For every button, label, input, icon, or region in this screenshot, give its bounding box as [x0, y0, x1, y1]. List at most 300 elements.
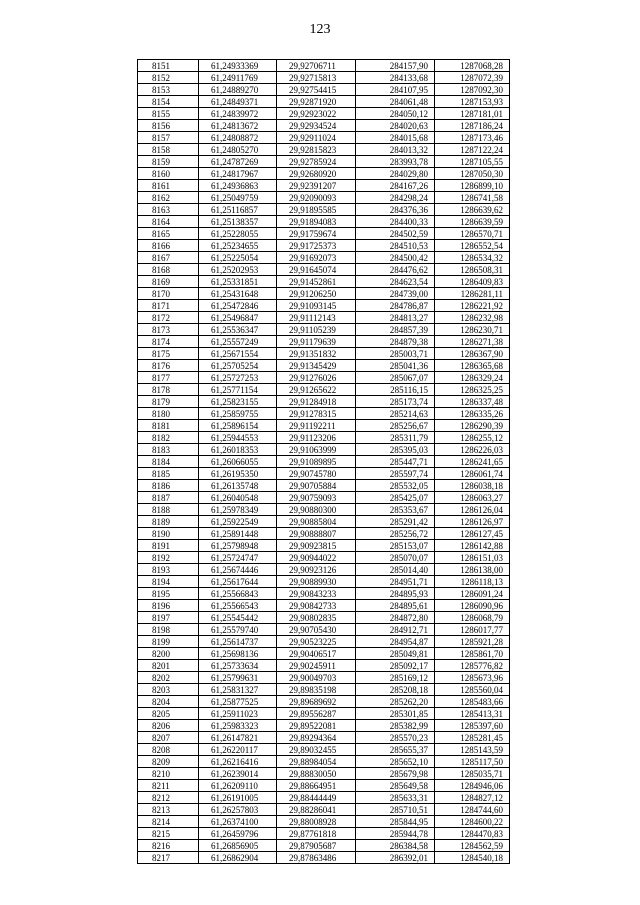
table-row [138, 480, 510, 492]
cell-id: 8152 [138, 72, 199, 84]
table-row [138, 756, 510, 768]
cell-x: 284061,48 [356, 96, 435, 108]
cell-longitude: 29,91278315 [277, 408, 356, 420]
coordinates-table [137, 59, 510, 864]
cell-x: 285208,18 [356, 684, 435, 696]
cell-latitude: 61,25049759 [199, 192, 277, 204]
cell-x: 285395,03 [356, 444, 435, 456]
cell-x: 284912,71 [356, 624, 435, 636]
table-row [138, 552, 510, 564]
cell-y: 1286899,10 [435, 180, 510, 192]
table-row [138, 60, 510, 72]
cell-longitude: 29,91089895 [277, 456, 356, 468]
cell-longitude: 29,88008928 [277, 816, 356, 828]
cell-longitude: 29,90802835 [277, 612, 356, 624]
cell-latitude: 61,25228055 [199, 228, 277, 240]
cell-x: 284400,33 [356, 216, 435, 228]
cell-longitude: 29,90705430 [277, 624, 356, 636]
cell-longitude: 29,87863486 [277, 852, 356, 864]
cell-id: 8158 [138, 144, 199, 156]
cell-id: 8162 [138, 192, 199, 204]
table-row [138, 744, 510, 756]
cell-longitude: 29,92715813 [277, 72, 356, 84]
table-row [138, 564, 510, 576]
cell-latitude: 61,25978349 [199, 504, 277, 516]
cell-x: 285382,99 [356, 720, 435, 732]
cell-longitude: 29,92090093 [277, 192, 356, 204]
cell-latitude: 61,25617644 [199, 576, 277, 588]
table-row [138, 372, 510, 384]
table-row [138, 348, 510, 360]
cell-latitude: 61,26191005 [199, 792, 277, 804]
table-body [138, 60, 510, 864]
cell-latitude: 61,25911023 [199, 708, 277, 720]
cell-latitude: 61,24889270 [199, 84, 277, 96]
cell-id: 8166 [138, 240, 199, 252]
cell-x: 285597,74 [356, 468, 435, 480]
cell-id: 8215 [138, 828, 199, 840]
cell-latitude: 61,25727253 [199, 372, 277, 384]
table-row [138, 72, 510, 84]
cell-y: 1286230,71 [435, 324, 510, 336]
cell-id: 8168 [138, 264, 199, 276]
cell-longitude: 29,91759674 [277, 228, 356, 240]
table-row [138, 540, 510, 552]
cell-x: 285633,31 [356, 792, 435, 804]
cell-id: 8192 [138, 552, 199, 564]
cell-longitude: 29,91351832 [277, 348, 356, 360]
table-row [138, 420, 510, 432]
cell-latitude: 61,26216416 [199, 756, 277, 768]
cell-id: 8160 [138, 168, 199, 180]
cell-x: 284376,36 [356, 204, 435, 216]
cell-latitude: 61,24813672 [199, 120, 277, 132]
table-row [138, 276, 510, 288]
cell-id: 8207 [138, 732, 199, 744]
cell-y: 1286534,32 [435, 252, 510, 264]
cell-latitude: 61,26862904 [199, 852, 277, 864]
table-row [138, 468, 510, 480]
cell-id: 8212 [138, 792, 199, 804]
cell-y: 1286118,13 [435, 576, 510, 588]
cell-longitude: 29,90245911 [277, 660, 356, 672]
cell-id: 8181 [138, 420, 199, 432]
cell-longitude: 29,90705884 [277, 480, 356, 492]
cell-x: 284500,42 [356, 252, 435, 264]
table-row [138, 408, 510, 420]
cell-x: 285844,95 [356, 816, 435, 828]
table-row [138, 852, 510, 864]
cell-id: 8186 [138, 480, 199, 492]
cell-y: 1285776,82 [435, 660, 510, 672]
cell-id: 8194 [138, 576, 199, 588]
cell-x: 284857,39 [356, 324, 435, 336]
cell-y: 1286325,25 [435, 384, 510, 396]
cell-x: 285353,67 [356, 504, 435, 516]
cell-x: 285014,40 [356, 564, 435, 576]
cell-y: 1286221,92 [435, 300, 510, 312]
cell-latitude: 61,25891448 [199, 528, 277, 540]
cell-x: 286392,01 [356, 852, 435, 864]
cell-latitude: 61,26239014 [199, 768, 277, 780]
cell-id: 8159 [138, 156, 199, 168]
cell-y: 1285673,96 [435, 672, 510, 684]
cell-longitude: 29,91179639 [277, 336, 356, 348]
cell-id: 8163 [138, 204, 199, 216]
cell-longitude: 29,90888807 [277, 528, 356, 540]
cell-id: 8175 [138, 348, 199, 360]
cell-longitude: 29,90944022 [277, 552, 356, 564]
cell-x: 285173,74 [356, 396, 435, 408]
cell-latitude: 61,25566843 [199, 588, 277, 600]
cell-id: 8172 [138, 312, 199, 324]
cell-id: 8169 [138, 276, 199, 288]
table-row [138, 312, 510, 324]
cell-longitude: 29,91192211 [277, 420, 356, 432]
cell-y: 1287122,24 [435, 144, 510, 156]
cell-latitude: 61,25557249 [199, 336, 277, 348]
cell-y: 1287092,30 [435, 84, 510, 96]
cell-x: 284015,68 [356, 132, 435, 144]
cell-latitude: 61,25944553 [199, 432, 277, 444]
cell-longitude: 29,92785924 [277, 156, 356, 168]
cell-id: 8167 [138, 252, 199, 264]
table-row [138, 528, 510, 540]
cell-x: 283993,78 [356, 156, 435, 168]
cell-x: 285425,07 [356, 492, 435, 504]
cell-latitude: 61,25431648 [199, 288, 277, 300]
cell-longitude: 29,90889930 [277, 576, 356, 588]
cell-y: 1287105,55 [435, 156, 510, 168]
cell-y: 1286038,18 [435, 480, 510, 492]
cell-y: 1285035,71 [435, 768, 510, 780]
cell-id: 8183 [138, 444, 199, 456]
cell-latitude: 61,25614737 [199, 636, 277, 648]
cell-longitude: 29,92911024 [277, 132, 356, 144]
table-row [138, 624, 510, 636]
cell-id: 8153 [138, 84, 199, 96]
cell-latitude: 61,26459796 [199, 828, 277, 840]
cell-latitude: 61,25705254 [199, 360, 277, 372]
cell-y: 1286090,96 [435, 600, 510, 612]
cell-y: 1286061,74 [435, 468, 510, 480]
cell-latitude: 61,24808872 [199, 132, 277, 144]
cell-latitude: 61,25831327 [199, 684, 277, 696]
table-row [138, 660, 510, 672]
cell-x: 284813,27 [356, 312, 435, 324]
table-row [138, 324, 510, 336]
cell-latitude: 61,25877525 [199, 696, 277, 708]
cell-x: 284502,59 [356, 228, 435, 240]
cell-id: 8188 [138, 504, 199, 516]
cell-latitude: 61,25234655 [199, 240, 277, 252]
cell-id: 8216 [138, 840, 199, 852]
cell-id: 8200 [138, 648, 199, 660]
table-row [138, 144, 510, 156]
cell-longitude: 29,91345429 [277, 360, 356, 372]
table-row [138, 216, 510, 228]
table-row [138, 444, 510, 456]
cell-latitude: 61,25859755 [199, 408, 277, 420]
cell-y: 1285397,60 [435, 720, 510, 732]
cell-x: 284879,38 [356, 336, 435, 348]
cell-id: 8208 [138, 744, 199, 756]
cell-id: 8205 [138, 708, 199, 720]
cell-latitude: 61,25138357 [199, 216, 277, 228]
table-row [138, 432, 510, 444]
cell-y: 1286226,03 [435, 444, 510, 456]
cell-id: 8206 [138, 720, 199, 732]
cell-y: 1286241,65 [435, 456, 510, 468]
cell-x: 284107,95 [356, 84, 435, 96]
cell-id: 8190 [138, 528, 199, 540]
table-row [138, 708, 510, 720]
table-row [138, 780, 510, 792]
cell-x: 285301,85 [356, 708, 435, 720]
table-row [138, 672, 510, 684]
cell-latitude: 61,26018353 [199, 444, 277, 456]
cell-y: 1285281,45 [435, 732, 510, 744]
cell-longitude: 29,91895585 [277, 204, 356, 216]
table-row [138, 504, 510, 516]
table-row [138, 84, 510, 96]
table-row [138, 204, 510, 216]
cell-longitude: 29,91276026 [277, 372, 356, 384]
cell-latitude: 61,25922549 [199, 516, 277, 528]
cell-longitude: 29,89522081 [277, 720, 356, 732]
cell-x: 284013,32 [356, 144, 435, 156]
cell-longitude: 29,91284918 [277, 396, 356, 408]
cell-x: 285153,07 [356, 540, 435, 552]
cell-id: 8170 [138, 288, 199, 300]
table-row [138, 168, 510, 180]
cell-id: 8171 [138, 300, 199, 312]
cell-x: 284133,68 [356, 72, 435, 84]
cell-latitude: 61,25983323 [199, 720, 277, 732]
cell-longitude: 29,91452861 [277, 276, 356, 288]
cell-y: 1286741,58 [435, 192, 510, 204]
cell-latitude: 61,26040548 [199, 492, 277, 504]
cell-x: 285067,07 [356, 372, 435, 384]
cell-y: 1286126,97 [435, 516, 510, 528]
cell-y: 1286335,26 [435, 408, 510, 420]
cell-latitude: 61,25733634 [199, 660, 277, 672]
cell-x: 284167,26 [356, 180, 435, 192]
table-row [138, 192, 510, 204]
table-row [138, 840, 510, 852]
cell-x: 284786,87 [356, 300, 435, 312]
cell-latitude: 61,25116857 [199, 204, 277, 216]
cell-latitude: 61,26257803 [199, 804, 277, 816]
cell-longitude: 29,92391207 [277, 180, 356, 192]
table-row [138, 516, 510, 528]
cell-y: 1286552,54 [435, 240, 510, 252]
cell-latitude: 61,24911769 [199, 72, 277, 84]
cell-x: 285041,36 [356, 360, 435, 372]
cell-id: 8185 [138, 468, 199, 480]
cell-y: 1286255,12 [435, 432, 510, 444]
cell-id: 8176 [138, 360, 199, 372]
table-row [138, 612, 510, 624]
cell-y: 1286639,62 [435, 204, 510, 216]
cell-x: 284895,61 [356, 600, 435, 612]
cell-longitude: 29,88444449 [277, 792, 356, 804]
cell-x: 285003,71 [356, 348, 435, 360]
cell-y: 1286337,48 [435, 396, 510, 408]
cell-id: 8210 [138, 768, 199, 780]
cell-y: 1286290,39 [435, 420, 510, 432]
cell-id: 8180 [138, 408, 199, 420]
cell-x: 285311,79 [356, 432, 435, 444]
cell-y: 1284540,18 [435, 852, 510, 864]
cell-y: 1287153,93 [435, 96, 510, 108]
cell-id: 8204 [138, 696, 199, 708]
cell-x: 285049,81 [356, 648, 435, 660]
cell-longitude: 29,90759093 [277, 492, 356, 504]
cell-y: 1286063,27 [435, 492, 510, 504]
cell-x: 284623,54 [356, 276, 435, 288]
cell-longitude: 29,89294364 [277, 732, 356, 744]
cell-id: 8193 [138, 564, 199, 576]
table-row [138, 492, 510, 504]
cell-id: 8157 [138, 132, 199, 144]
cell-x: 285710,51 [356, 804, 435, 816]
cell-longitude: 29,91063999 [277, 444, 356, 456]
cell-longitude: 29,90842733 [277, 600, 356, 612]
cell-longitude: 29,91112143 [277, 312, 356, 324]
cell-longitude: 29,90923815 [277, 540, 356, 552]
cell-latitude: 61,25698136 [199, 648, 277, 660]
cell-x: 285652,10 [356, 756, 435, 768]
cell-id: 8217 [138, 852, 199, 864]
cell-y: 1284562,59 [435, 840, 510, 852]
cell-y: 1284600,22 [435, 816, 510, 828]
cell-longitude: 29,90049703 [277, 672, 356, 684]
cell-id: 8209 [138, 756, 199, 768]
cell-x: 284029,80 [356, 168, 435, 180]
cell-y: 1285483,66 [435, 696, 510, 708]
cell-x: 284476,62 [356, 264, 435, 276]
cell-longitude: 29,91265622 [277, 384, 356, 396]
cell-latitude: 61,25771154 [199, 384, 277, 396]
cell-y: 1286271,38 [435, 336, 510, 348]
cell-latitude: 61,25579740 [199, 624, 277, 636]
cell-y: 1286127,45 [435, 528, 510, 540]
cell-longitude: 29,89835198 [277, 684, 356, 696]
cell-latitude: 61,26209110 [199, 780, 277, 792]
cell-x: 284951,71 [356, 576, 435, 588]
cell-id: 8182 [138, 432, 199, 444]
cell-id: 8187 [138, 492, 199, 504]
cell-x: 285291,42 [356, 516, 435, 528]
cell-x: 284954,87 [356, 636, 435, 648]
cell-x: 284050,12 [356, 108, 435, 120]
table-row [138, 600, 510, 612]
table-row [138, 792, 510, 804]
cell-y: 1287068,28 [435, 60, 510, 72]
cell-longitude: 29,91645074 [277, 264, 356, 276]
cell-latitude: 61,25331851 [199, 276, 277, 288]
cell-longitude: 29,88830050 [277, 768, 356, 780]
cell-id: 8191 [138, 540, 199, 552]
cell-x: 284298,24 [356, 192, 435, 204]
cell-y: 1285560,04 [435, 684, 510, 696]
cell-id: 8179 [138, 396, 199, 408]
cell-id: 8198 [138, 624, 199, 636]
cell-id: 8154 [138, 96, 199, 108]
cell-id: 8165 [138, 228, 199, 240]
cell-id: 8201 [138, 660, 199, 672]
cell-x: 284510,53 [356, 240, 435, 252]
cell-longitude: 29,90843233 [277, 588, 356, 600]
cell-longitude: 29,88984054 [277, 756, 356, 768]
cell-latitude: 61,26856905 [199, 840, 277, 852]
cell-longitude: 29,91692073 [277, 252, 356, 264]
table-row [138, 108, 510, 120]
cell-longitude: 29,92754415 [277, 84, 356, 96]
cell-latitude: 61,25823155 [199, 396, 277, 408]
cell-latitude: 61,24805270 [199, 144, 277, 156]
cell-latitude: 61,26147821 [199, 732, 277, 744]
cell-id: 8161 [138, 180, 199, 192]
table-row [138, 300, 510, 312]
table-row [138, 180, 510, 192]
cell-x: 285262,20 [356, 696, 435, 708]
cell-y: 1284827,12 [435, 792, 510, 804]
table-row [138, 240, 510, 252]
cell-longitude: 29,91105239 [277, 324, 356, 336]
cell-latitude: 61,25566543 [199, 600, 277, 612]
cell-latitude: 61,25472846 [199, 300, 277, 312]
cell-id: 8174 [138, 336, 199, 348]
cell-latitude: 61,25536347 [199, 324, 277, 336]
cell-id: 8213 [138, 804, 199, 816]
table-row [138, 456, 510, 468]
cell-latitude: 61,25671554 [199, 348, 277, 360]
cell-id: 8178 [138, 384, 199, 396]
cell-latitude: 61,25496847 [199, 312, 277, 324]
cell-latitude: 61,24817967 [199, 168, 277, 180]
cell-x: 285092,17 [356, 660, 435, 672]
cell-y: 1286281,11 [435, 288, 510, 300]
cell-y: 1286068,79 [435, 612, 510, 624]
cell-y: 1286367,90 [435, 348, 510, 360]
cell-longitude: 29,92871920 [277, 96, 356, 108]
cell-longitude: 29,90745780 [277, 468, 356, 480]
cell-longitude: 29,92815823 [277, 144, 356, 156]
cell-x: 285070,07 [356, 552, 435, 564]
table-row [138, 156, 510, 168]
cell-longitude: 29,87761818 [277, 828, 356, 840]
cell-latitude: 61,25674446 [199, 564, 277, 576]
cell-longitude: 29,91093145 [277, 300, 356, 312]
cell-longitude: 29,91206250 [277, 288, 356, 300]
cell-longitude: 29,90885804 [277, 516, 356, 528]
cell-id: 8214 [138, 816, 199, 828]
cell-latitude: 61,26195350 [199, 468, 277, 480]
cell-y: 1286138,00 [435, 564, 510, 576]
cell-y: 1286329,24 [435, 372, 510, 384]
cell-latitude: 61,26374100 [199, 816, 277, 828]
cell-latitude: 61,26066055 [199, 456, 277, 468]
cell-longitude: 29,89556287 [277, 708, 356, 720]
cell-latitude: 61,26135748 [199, 480, 277, 492]
cell-y: 1285921,28 [435, 636, 510, 648]
cell-longitude: 29,92934524 [277, 120, 356, 132]
cell-y: 1285861,70 [435, 648, 510, 660]
cell-longitude: 29,89032455 [277, 744, 356, 756]
cell-y: 1287072,39 [435, 72, 510, 84]
